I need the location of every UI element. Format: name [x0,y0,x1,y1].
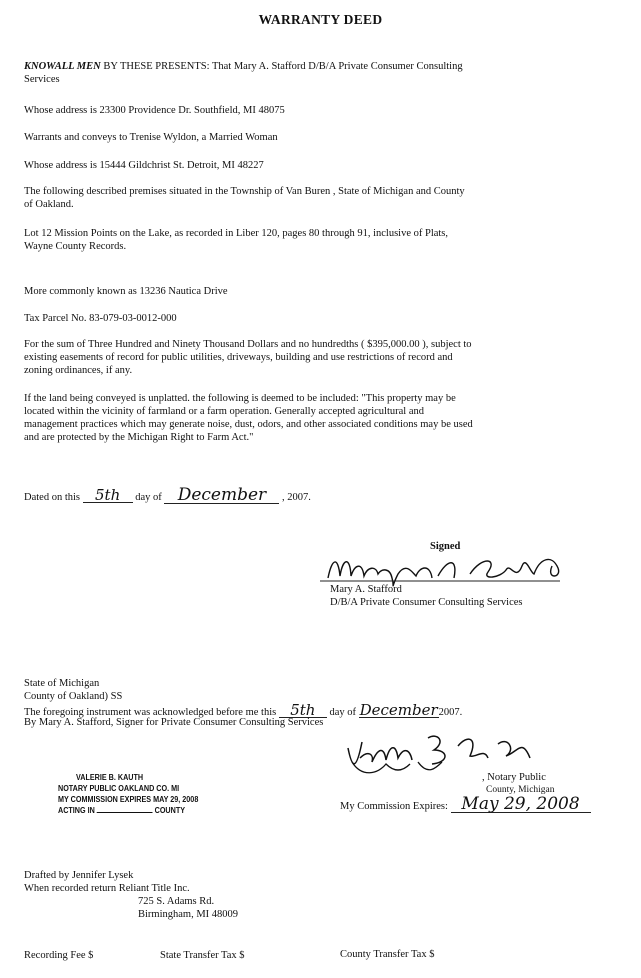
drafted-by: Drafted by Jennifer Lysek [24,870,134,881]
notary-stamp-county-blank [97,812,153,813]
state-transfer-tax: State Transfer Tax $ [160,950,245,961]
notary-stamp-acting: ACTING IN [58,806,95,815]
return-street: 725 S. Adams Rd. [138,896,215,907]
unplatted-line-3: management practices which may generate noise, dust, odors, and other associated conditions may be used [24,419,473,430]
return-city: Birmingham, MI 48009 [138,909,239,920]
unplatted-line-4: and are protected by the Michigan Right to Farm Act." [24,432,254,443]
ack-state: State of Michigan [24,678,100,689]
ack-county: County of Oakland) SS [24,691,123,702]
premises-line-1: The following described premises situated in the Township of Van Buren , State of Michigan and County [24,186,465,197]
notary-expires-value: May 29, 2008 [451,797,591,813]
intro-line-1 [24,60,463,73]
sum-line-2: existing easements of record for public utilities, driveways, building and use restrictions of record and [24,352,453,363]
notary-county: County, Michigan [486,785,555,795]
dated-line [24,485,311,505]
notary-expires-label: My Commission Expires: [340,801,448,812]
notary-stamp-line-2: NOTARY PUBLIC OAKLAND CO. MI [58,784,180,793]
signer-name: Mary A. Stafford [330,584,402,595]
return-to: When recorded return Reliant Title Inc. [24,883,190,894]
unplatted-line-2: located within the vicinity of farmland or a farm operation. Generally accepted agricultural and [24,406,424,417]
ack-day: 5th [279,703,327,718]
notary-expires [340,794,591,814]
intro-line-2: Services [24,74,60,85]
dated-prefix: Dated on this [24,492,80,503]
lot-line-2: Wayne County Records. [24,241,127,252]
ack-by-line: By Mary A. Stafford, Signer for Private Consumer Consulting Services [24,717,324,728]
dated-day: 5th [83,488,133,503]
ack-month: December [359,701,438,719]
grantor-address: Whose address is 23300 Providence Dr. Southfield, MI 48075 [24,105,285,116]
recording-fee: Recording Fee $ [24,950,94,961]
known-as: More commonly known as 13236 Nautica Drive [24,286,228,297]
intro-lead: KNOWALL MEN [24,61,101,72]
notary-stamp-county: COUNTY [154,806,186,815]
ack-year: 2007. [438,707,463,718]
intro-rest: BY THESE PRESENTS: That Mary A. Stafford D/B/A Private Consumer Consulting [100,61,463,72]
dated-month: December [164,488,279,504]
dated-middle: day of [135,492,162,503]
premises-line-2: of Oakland. [24,199,74,210]
notary-title: , Notary Public [482,772,546,783]
notary-stamp-line-4 [58,806,185,816]
notary-stamp-line-1: VALERIE B. KAUTH [76,773,144,782]
county-transfer-tax: County Transfer Tax $ [340,949,435,960]
sum-line-1: For the sum of Three Hundred and Ninety Thousand Dollars and no hundredths ( $395,000.00 ), subject to [24,339,472,350]
notary-signature [338,728,608,788]
lot-line-1: Lot 12 Mission Points on the Lake, as recorded in Liber 120, pages 80 through 91, inclusive of Plats, [24,228,449,239]
conveys-to: Warrants and conveys to Trenise Wyldon, a Married Woman [24,132,278,143]
notary-stamp-line-3: MY COMMISSION EXPIRES MAY 29, 2008 [58,795,199,804]
signed-label: Signed [430,541,461,552]
page-title: WARRANTY DEED [258,12,383,27]
grantee-address: Whose address is 15444 Gildchrist St. Detroit, MI 48227 [24,160,264,171]
tax-parcel: Tax Parcel No. 83-079-03-0012-000 [24,313,177,324]
ack-middle: day of [329,707,357,718]
signer-business: D/B/A Private Consumer Consulting Services [330,597,523,608]
ack-prefix: The foregoing instrument was acknowledged before me this [24,707,277,718]
unplatted-line-1: If the land being conveyed is unplatted. the following is deemed to be included: "This property may be [24,393,456,404]
dated-year: , 2007. [282,492,311,503]
sum-line-3: zoning ordinances, if any. [24,365,133,376]
